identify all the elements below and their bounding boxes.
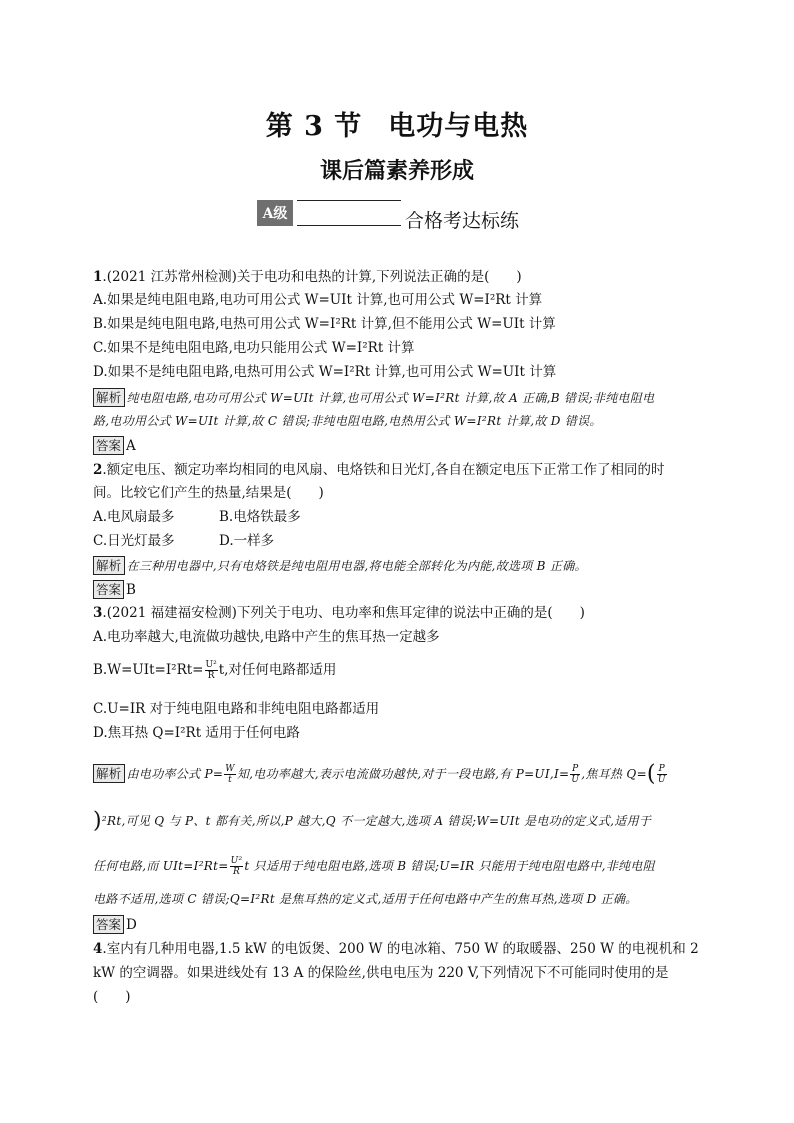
q4-stem-line-1: [93, 940, 699, 958]
level-badge: A级: [257, 200, 293, 226]
q3-option-c: C.U=IR 对于纯电阻电路和非纯电阻电路都适用: [93, 701, 380, 717]
fraction-numerator: U²: [230, 856, 243, 866]
q2-option-d: D.一样多: [219, 533, 275, 549]
q3-analysis-text-2: ²Rt,可见 Q 与 P、t 都有关,所以,P 越大,Q 不一定越大,选项 A 错误;W=UIt 是电功的定义式,适用于: [101, 814, 652, 828]
q3-number: 3: [93, 605, 103, 621]
q2-option-b: B.电烙铁最多: [219, 509, 301, 525]
q1-analysis-text-1: 纯电阻电路,电功可用公式 W=UIt 计算,也可用公式 W=I²Rt 计算,故 A 正确,B 错误;非纯电阻电: [126, 391, 655, 405]
q2-stem-line-1: [93, 461, 665, 479]
q4-stem-text-1: .室内有几种用电器,1.5 kW 的电饭煲、200 W 的电冰箱、750 W 的取暖器、250 W 的电视机和 2: [102, 941, 699, 957]
q3-analysis-3-post: t 只适用于纯电阻电路,选项 B 错误;U=IR 只能用于纯电阻电路中,非纯电阻: [244, 859, 655, 873]
fraction-denominator: U: [571, 775, 580, 785]
q3-analysis-3-pre: 任何电路,而 UIt=I²Rt=: [93, 859, 229, 873]
answer-tag: 答案: [93, 915, 124, 934]
q3-option-b-post: t,对任何电路都适用: [218, 662, 337, 678]
heat-fraction-p-u: [657, 764, 667, 785]
q2-stem-text-1: .额定电压、额定功率均相同的电风扇、电烙铁和日光灯,各自在额定电压下正常工作了相同的时: [102, 462, 665, 478]
q3-analysis-1-pre: 由电功率公式 P=: [126, 767, 224, 781]
level-blank-line: [297, 200, 401, 226]
q3-option-b-fraction: [205, 660, 218, 681]
q3-option-b: [93, 660, 336, 681]
q4-number: 4: [93, 941, 103, 957]
fraction-denominator: R: [232, 867, 241, 877]
answer-tag: 答案: [93, 580, 124, 599]
q1-analysis-line-2: 路,电功用公式 W=UIt 计算,故 C 错误;非纯电阻电路,电热用公式 W=I²Rt 计算,故 D 错误。: [93, 414, 602, 428]
analysis-tag: 解析: [93, 556, 125, 575]
open-parenthesis: (: [646, 761, 656, 787]
q1-answer-value: A: [126, 438, 136, 454]
q2-number: 2: [93, 462, 103, 478]
answer-tag: 答案: [93, 436, 124, 455]
q2-stem-line-2: 间。比较它们产生的热量,结果是( ): [93, 485, 324, 501]
page-title: [0, 104, 794, 143]
q1-option-b: B.如果是纯电阻电路,电热可用公式 W=I²Rt 计算,但不能用公式 W=UIt 计算: [93, 316, 556, 332]
q2-analysis-text: 在三种用电器中,只有电烙铁是纯电阻用电器,将电能全部转化为内能,故选项 B 正确。: [126, 559, 587, 573]
q2-option-c: C.日光灯最多: [93, 533, 175, 549]
q2-answer-value: B: [126, 582, 136, 598]
fraction-denominator: t: [228, 775, 232, 785]
level-heading: [257, 200, 520, 232]
q2-option-a: A.电风扇最多: [93, 509, 175, 525]
q3-analysis-fraction: [230, 856, 244, 877]
q3-option-d: D.焦耳热 Q=I²Rt 适用于任何电路: [93, 725, 300, 741]
q3-answer-value: D: [126, 917, 137, 933]
section-number: 第 3 节: [265, 111, 363, 142]
q1-stem-text: .(2021 江苏常州检测)关于电功和电热的计算,下列说法正确的是( ): [102, 269, 522, 285]
q1-answer: [93, 436, 136, 455]
q3-stem: [93, 604, 585, 622]
close-parenthesis: ): [93, 808, 102, 834]
level-label: 合格考达标练: [405, 210, 520, 232]
q3-analysis-1-post: ,焦耳热 Q=: [581, 767, 647, 781]
q2-answer: [93, 580, 136, 599]
q1-number: 1: [93, 269, 103, 285]
power-fraction-w-t: [224, 764, 236, 785]
q2-analysis: [93, 556, 587, 575]
fraction-denominator: R: [207, 671, 215, 681]
q3-stem-text: .(2021 福建福安检测)下列关于电功、电功率和焦耳定律的说法中正确的是( ): [102, 605, 585, 621]
fraction-numerator: U²: [205, 660, 217, 670]
q4-stem-line-2: kW 的空调器。如果进线处有 13 A 的保险丝,供电电压为 220 V,下列情况下不可能同时使用的是: [93, 965, 669, 981]
q1-option-a: A.如果是纯电阻电路,电功可用公式 W=UIt 计算,也可用公式 W=I²Rt 计算: [93, 292, 543, 308]
q3-analysis-1-mid: 知,电功率越大,表示电流做功越快,对于一段电路,有 P=UI,I=: [236, 767, 570, 781]
fraction-numerator: W: [225, 764, 235, 774]
fraction-numerator: P: [658, 764, 665, 774]
page-subtitle: 课后篇素养形成: [319, 158, 474, 184]
q3-analysis-line-3: [93, 856, 655, 877]
q1-stem: [93, 268, 522, 286]
q3-analysis-line-2: [93, 808, 652, 834]
current-fraction-p-u: [570, 764, 580, 785]
q3-analysis-line-1: [93, 761, 668, 787]
analysis-tag: 解析: [93, 388, 125, 407]
q1-option-d: D.如果不是纯电阻电路,电热可用公式 W=I²Rt 计算,也可用公式 W=UIt 计算: [93, 364, 557, 380]
q4-stem-line-3: ( ): [93, 989, 131, 1005]
q3-option-a: A.电功率越大,电流做功越快,电路中产生的焦耳热一定越多: [93, 629, 440, 645]
section-title: 电功与电热: [388, 111, 529, 142]
fraction-denominator: U: [657, 775, 666, 785]
analysis-tag: 解析: [93, 764, 125, 783]
q1-analysis-line-1: [93, 388, 654, 407]
q1-option-c: C.如果不是纯电阻电路,电功只能用公式 W=I²Rt 计算: [93, 340, 415, 356]
q3-analysis-line-4: 电路不适用,选项 C 错误;Q=I²Rt 是焦耳热的定义式,适用于任何电路中产生的焦耳热,选项 D 正确。: [93, 892, 638, 906]
q3-option-b-pre: B.W=UIt=I²Rt=: [93, 662, 204, 678]
fraction-numerator: P: [572, 764, 579, 774]
q3-answer: [93, 915, 137, 934]
